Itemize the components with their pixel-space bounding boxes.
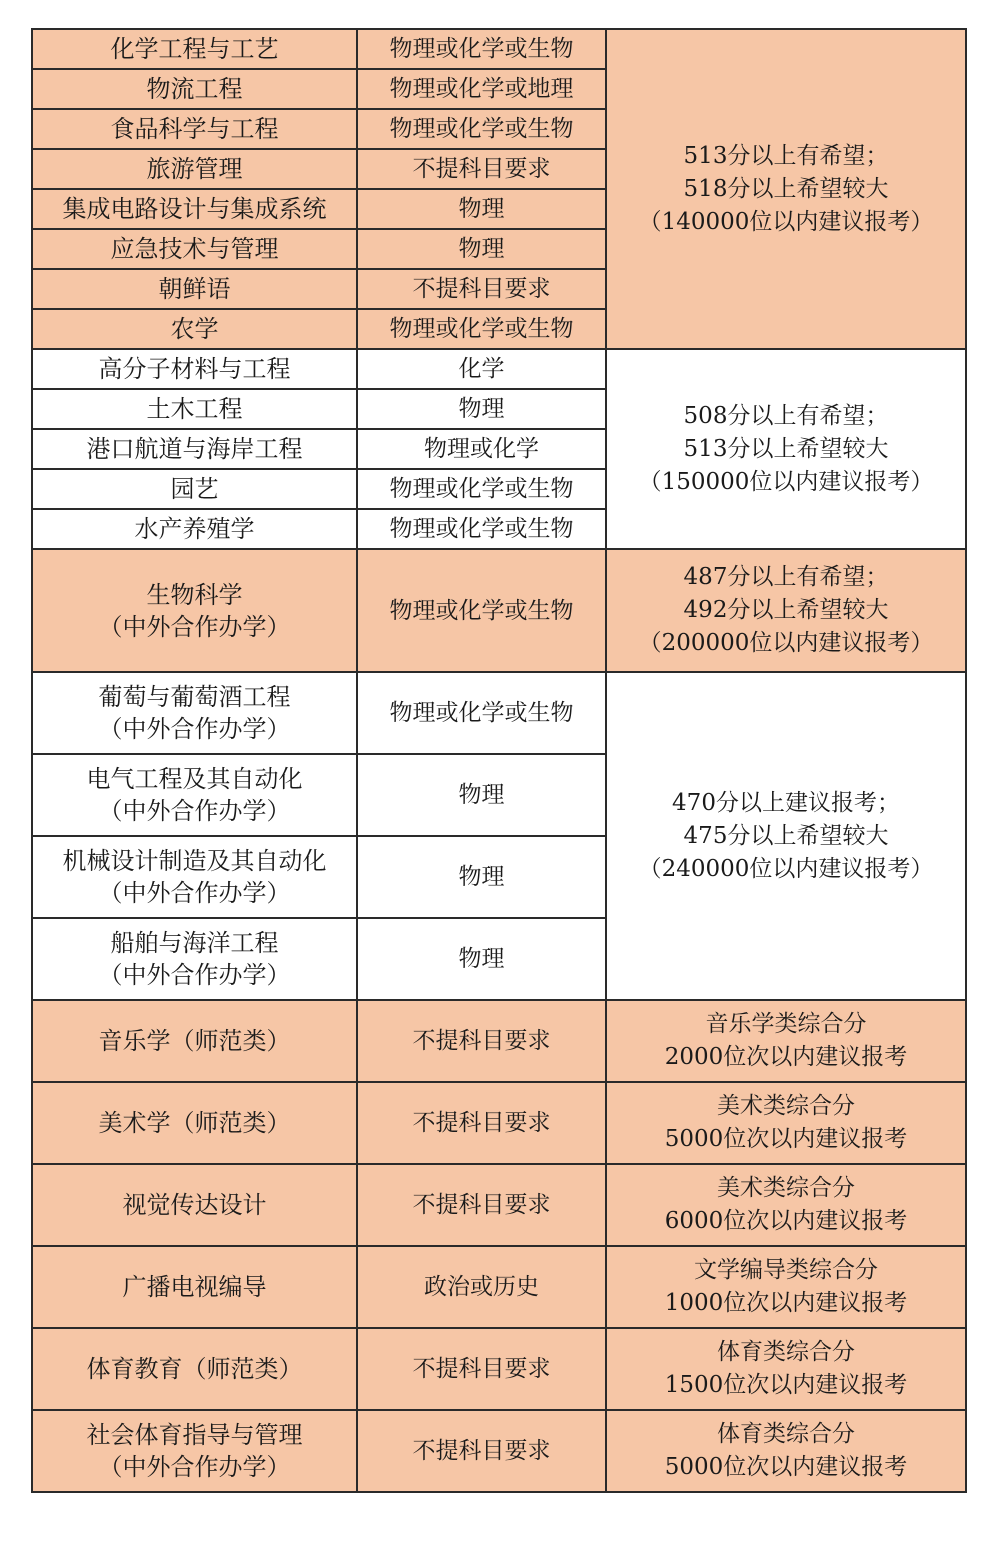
major-name-cell (32, 229, 357, 269)
subject-requirement-cell (357, 109, 606, 149)
table-row (32, 1246, 966, 1328)
major-note: （中外合作办学） (98, 961, 291, 989)
advice-line: （150000位以内建议报考） (638, 468, 934, 495)
subject-requirement: 物理 (458, 196, 505, 222)
major-name-cell (32, 189, 357, 229)
table-row (32, 672, 966, 754)
subject-requirement: 物理 (458, 864, 505, 890)
subject-requirement: 物理或化学 (424, 436, 539, 462)
advice-line: 475分以上希望较大 (683, 822, 889, 849)
subject-requirement: 物理 (458, 396, 505, 422)
major-name-cell (32, 69, 357, 109)
subject-requirement: 物理或化学或生物 (389, 476, 574, 502)
advice-line: （200000位以内建议报考） (638, 630, 934, 656)
major-name: 港口航道与海岸工程 (86, 435, 303, 463)
admission-advice-cell (606, 349, 966, 549)
major-name-cell (32, 389, 357, 429)
major-note: （中外合作办学） (98, 1453, 291, 1481)
admission-advice-cell (606, 1164, 966, 1246)
subject-requirement-cell (357, 754, 606, 836)
major-name: 应急技术与管理 (110, 235, 279, 263)
major-name: 水产养殖学 (134, 515, 255, 543)
major-note: （中外合作办学） (98, 797, 291, 825)
major-name-cell (32, 1164, 357, 1246)
advice-line: （240000位以内建议报考） (638, 855, 934, 882)
major-name: 集成电路设计与集成系统 (62, 195, 327, 223)
advice-line: 音乐学类综合分 (705, 1011, 867, 1037)
advice-line: 470分以上建议报考； (672, 789, 900, 816)
admission-advice-cell (606, 1410, 966, 1492)
subject-requirement: 物理或化学或地理 (389, 76, 574, 102)
subject-requirement-cell (357, 836, 606, 918)
advice-line: 487分以上有希望； (683, 564, 889, 590)
subject-requirement-cell (357, 1082, 606, 1164)
table-row (32, 1410, 966, 1492)
advice-line: 体育类综合分 (717, 1339, 855, 1365)
major-name: 视觉传达设计 (122, 1191, 267, 1219)
subject-requirement-cell (357, 1246, 606, 1328)
subject-requirement: 政治或历史 (424, 1274, 539, 1300)
major-note: （中外合作办学） (98, 612, 291, 641)
major-name: 农学 (170, 315, 219, 343)
major-name: 生物科学 (146, 580, 243, 609)
table-row (32, 1082, 966, 1164)
advice-line: 513分以上有希望； (683, 142, 889, 169)
advice-line: 6000位次以内建议报考 (664, 1208, 908, 1234)
major-name-cell (32, 1328, 357, 1410)
major-name-cell (32, 509, 357, 549)
major-name-cell (32, 754, 357, 836)
advice-line: 518分以上希望较大 (683, 175, 889, 202)
major-name: 高分子材料与工程 (98, 355, 291, 383)
major-name: 物流工程 (146, 75, 243, 103)
advice-line: 美术类综合分 (717, 1175, 855, 1201)
advice-line: （140000位以内建议报考） (638, 208, 934, 235)
table-body (32, 29, 966, 1492)
subject-requirement-cell (357, 69, 606, 109)
major-name-cell (32, 149, 357, 189)
subject-requirement: 物理 (458, 236, 505, 262)
major-name: 电气工程及其自动化 (86, 765, 303, 793)
major-name: 船舶与海洋工程 (110, 929, 279, 957)
subject-requirement-cell (357, 229, 606, 269)
subject-requirement: 不提科目要求 (412, 1028, 551, 1054)
major-name: 美术学（师范类） (98, 1109, 291, 1137)
table-row (32, 29, 966, 69)
advice-line: 492分以上希望较大 (683, 597, 889, 623)
major-name: 化学工程与工艺 (110, 35, 279, 63)
major-name: 机械设计制造及其自动化 (62, 847, 327, 875)
major-name-cell (32, 429, 357, 469)
subject-requirement-cell (357, 469, 606, 509)
advice-line: 508分以上有希望； (683, 402, 889, 429)
subject-requirement: 物理或化学或生物 (389, 116, 574, 142)
subject-requirement: 物理 (458, 782, 505, 808)
subject-requirement-cell (357, 309, 606, 349)
admission-advice-cell (606, 1000, 966, 1082)
subject-requirement: 物理 (458, 946, 505, 972)
major-name: 园艺 (170, 475, 219, 503)
subject-requirement-cell (357, 389, 606, 429)
major-name: 食品科学与工程 (110, 115, 279, 143)
admission-advice-cell (606, 672, 966, 1000)
table-row (32, 1164, 966, 1246)
major-name: 葡萄与葡萄酒工程 (98, 683, 291, 711)
subject-requirement-cell (357, 549, 606, 672)
subject-requirement-cell (357, 918, 606, 1000)
major-name-cell (32, 1246, 357, 1328)
advice-line: 1000位次以内建议报考 (664, 1290, 908, 1316)
major-name-cell (32, 309, 357, 349)
advice-line: 体育类综合分 (717, 1421, 855, 1447)
major-name: 朝鲜语 (158, 275, 231, 303)
major-name: 土木工程 (146, 395, 243, 423)
subject-requirement: 不提科目要求 (412, 1438, 551, 1464)
subject-requirement-cell (357, 509, 606, 549)
admission-advice-cell (606, 29, 966, 349)
admission-advice-cell (606, 1082, 966, 1164)
major-name-cell (32, 1082, 357, 1164)
subject-requirement: 物理或化学或生物 (389, 516, 574, 542)
major-name-cell (32, 29, 357, 69)
advice-line: 文学编导类综合分 (694, 1257, 878, 1283)
advice-line: 2000位次以内建议报考 (664, 1044, 908, 1070)
subject-requirement-cell (357, 29, 606, 69)
majors-admission-table (31, 28, 967, 1493)
major-name: 旅游管理 (146, 155, 243, 183)
major-name-cell (32, 672, 357, 754)
major-name-cell (32, 469, 357, 509)
subject-requirement: 不提科目要求 (412, 1192, 551, 1218)
table-row (32, 1328, 966, 1410)
major-name-cell (32, 349, 357, 389)
subject-requirement: 物理或化学或生物 (389, 316, 574, 342)
major-name-cell (32, 1000, 357, 1082)
advice-line: 5000位次以内建议报考 (664, 1454, 908, 1480)
subject-requirement-cell (357, 349, 606, 389)
major-name: 广播电视编导 (122, 1273, 267, 1301)
advice-line: 美术类综合分 (717, 1093, 855, 1119)
subject-requirement: 物理或化学或生物 (389, 700, 574, 726)
table-row (32, 549, 966, 672)
advice-line: 5000位次以内建议报考 (664, 1126, 908, 1152)
subject-requirement-cell (357, 149, 606, 189)
subject-requirement: 不提科目要求 (412, 156, 551, 182)
major-name-cell (32, 109, 357, 149)
major-name: 社会体育指导与管理 (86, 1421, 303, 1449)
major-name: 音乐学（师范类） (98, 1027, 291, 1055)
major-name-cell (32, 269, 357, 309)
subject-requirement: 物理或化学或生物 (389, 36, 574, 62)
advice-line: 513分以上希望较大 (683, 435, 889, 462)
subject-requirement: 不提科目要求 (412, 276, 551, 302)
subject-requirement-cell (357, 1164, 606, 1246)
table-row (32, 1000, 966, 1082)
major-name-cell (32, 918, 357, 1000)
major-name-cell (32, 836, 357, 918)
subject-requirement-cell (357, 672, 606, 754)
subject-requirement-cell (357, 189, 606, 229)
major-name: 体育教育（师范类） (86, 1355, 303, 1383)
major-name-cell (32, 1410, 357, 1492)
subject-requirement: 物理或化学或生物 (389, 597, 574, 624)
admission-advice-cell (606, 1246, 966, 1328)
admission-advice-cell (606, 549, 966, 672)
major-name-cell (32, 549, 357, 672)
table-row (32, 349, 966, 389)
major-note: （中外合作办学） (98, 715, 291, 743)
major-note: （中外合作办学） (98, 879, 291, 907)
subject-requirement-cell (357, 1410, 606, 1492)
subject-requirement: 化学 (458, 356, 505, 382)
subject-requirement-cell (357, 269, 606, 309)
subject-requirement-cell (357, 1328, 606, 1410)
advice-line: 1500位次以内建议报考 (664, 1372, 908, 1398)
admission-advice-cell (606, 1328, 966, 1410)
subject-requirement-cell (357, 1000, 606, 1082)
subject-requirement-cell (357, 429, 606, 469)
subject-requirement: 不提科目要求 (412, 1110, 551, 1136)
subject-requirement: 不提科目要求 (412, 1356, 551, 1382)
